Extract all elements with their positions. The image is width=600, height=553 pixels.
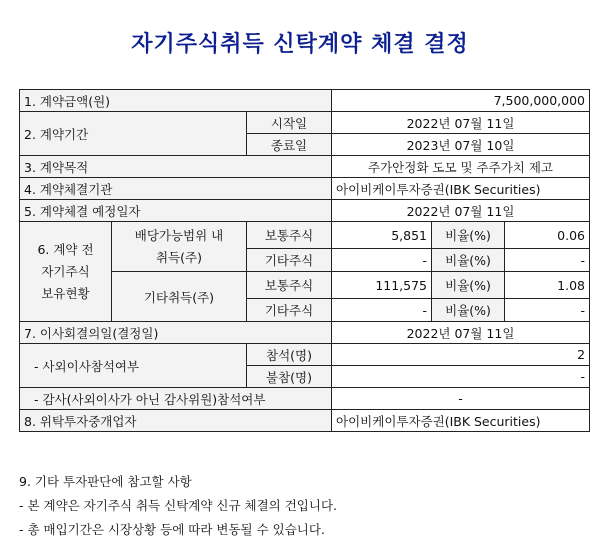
div-other-qty: - (332, 249, 432, 272)
purpose-label: 3. 계약목적 (20, 156, 332, 178)
notes-heading: 9. 기타 투자판단에 참고할 사항 (19, 474, 192, 489)
institution-label: 4. 계약체결기관 (20, 178, 332, 200)
start-label: 시작일 (247, 112, 332, 134)
oth-common-qty: 111,575 (332, 272, 432, 299)
div-other-ratio: - (505, 249, 590, 272)
absent-value: - (332, 366, 590, 388)
broker-label: 8. 위탁투자중개업자 (20, 410, 332, 432)
div-common-qty: 5,851 (332, 222, 432, 249)
row-holdings-div-common (20, 222, 590, 249)
holdings-label-line3: 보유현황 (41, 285, 90, 301)
notes-line-2: - 총 매입기간은 시장상황 등에 따라 변동될 수 있습니다. (19, 522, 325, 537)
row-board (20, 322, 590, 344)
notes-line-1: - 본 계약은 자기주식 취득 신탁계약 신규 체결의 건입니다. (19, 498, 337, 513)
oth-other-ratio: - (505, 299, 590, 322)
row-auditor (20, 388, 590, 410)
row-attend (20, 344, 590, 366)
oth-other-label: 기타주식 (247, 299, 332, 322)
holdings-label-line2: 자기주식 (41, 263, 90, 279)
amount-label: 1. 계약금액(원) (20, 90, 332, 112)
auditor-value: - (332, 388, 590, 410)
oth-other-qty: - (332, 299, 432, 322)
end-label: 종료일 (247, 134, 332, 156)
start-value: 2022년 07월 11일 (332, 112, 590, 134)
institution-value: 아이비케이투자증권(IBK Securities) (332, 178, 590, 200)
period-label: 2. 계약기간 (20, 112, 247, 156)
oth-other-ratio-label: 비율(%) (432, 299, 505, 322)
auditor-label: - 감사(사외이사가 아닌 감사위원)참석여부 (20, 388, 332, 410)
holdings-label (20, 222, 112, 322)
board-value: 2022년 07월 11일 (332, 322, 590, 344)
amount-value: 7,500,000,000 (332, 90, 590, 112)
end-value: 2023년 07월 10일 (332, 134, 590, 156)
scheduled-value: 2022년 07월 11일 (332, 200, 590, 222)
other-acq-label: 기타취득(주) (112, 272, 247, 322)
div-common-label: 보통주식 (247, 222, 332, 249)
page-title: 자기주식취득 신탁계약 체결 결정 (131, 32, 469, 57)
div-other-label: 기타주식 (247, 249, 332, 272)
purpose-value: 주가안정화 도모 및 주주가치 제고 (332, 156, 590, 178)
oth-common-ratio: 1.08 (505, 272, 590, 299)
dividend-label-line1: 배당가능범위 내 (134, 227, 224, 243)
div-common-ratio: 0.06 (505, 222, 590, 249)
outside-director-label: - 사외이사참석여부 (20, 344, 247, 388)
attend-value: 2 (332, 344, 590, 366)
dividend-label (112, 222, 247, 272)
board-label: 7. 이사회결의일(결정일) (20, 322, 332, 344)
div-other-ratio-label: 비율(%) (432, 249, 505, 272)
oth-common-ratio-label: 비율(%) (432, 272, 505, 299)
disclosure-table (19, 89, 590, 432)
row-institution (20, 178, 590, 200)
row-purpose (20, 156, 590, 178)
holdings-label-line1: 6. 계약 전 (37, 241, 94, 257)
broker-value: 아이비케이투자증권(IBK Securities) (332, 410, 590, 432)
scheduled-label: 5. 계약체결 예정일자 (20, 200, 332, 222)
dividend-label-line2: 취득(주) (156, 249, 202, 265)
row-scheduled (20, 200, 590, 222)
oth-common-label: 보통주식 (247, 272, 332, 299)
notes-section (19, 470, 337, 542)
attend-label: 참석(명) (247, 344, 332, 366)
row-amount (20, 90, 590, 112)
row-period-start (20, 112, 590, 134)
absent-label: 불참(명) (247, 366, 332, 388)
div-common-ratio-label: 비율(%) (432, 222, 505, 249)
row-broker (20, 410, 590, 432)
